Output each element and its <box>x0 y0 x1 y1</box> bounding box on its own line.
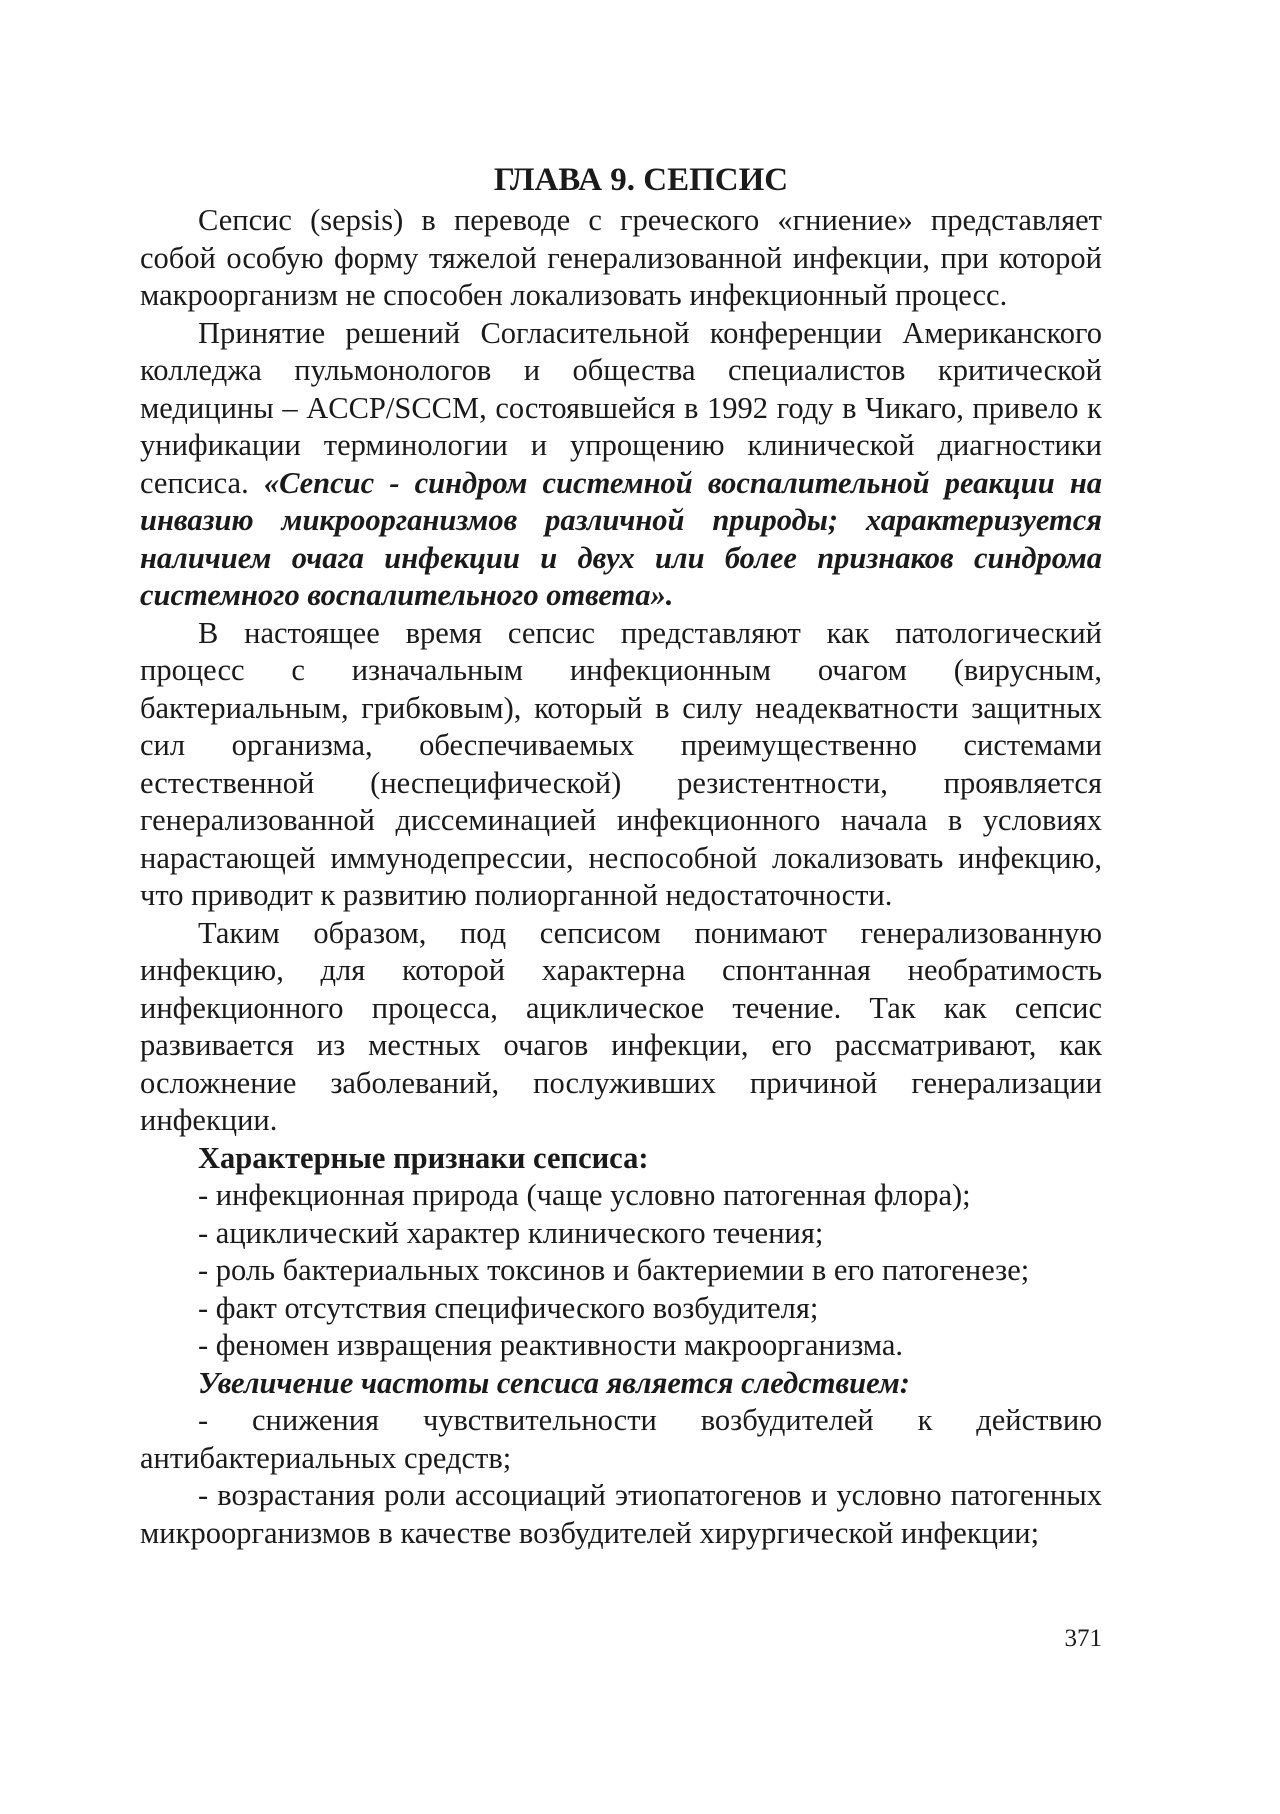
causes-heading: Увеличение частоты сепсиса является следствием: <box>198 1365 910 1400</box>
page-body <box>140 160 1102 1552</box>
page-number: 371 <box>1064 1625 1102 1652</box>
paragraph-generalized-infection: Таким образом, под сепсисом понимают генерализованную инфекцию, для которой характерна спонтанная необратимость инфекционного процесса, ациклическое течение. Так как сепсис развивается из местных очагов инфекции, его рассматривают, как осложнение заболеваний, послуживших причиной генерализации инфекции. <box>140 915 1102 1137</box>
list-item: - факт отсутствия специфического возбудителя; <box>198 1290 819 1325</box>
paragraph-definition: Сепсис (sepsis) в переводе с греческого «гниение» представляет собой особую форму тяжелой генерализованной инфекции, при которой макроорганизм не способен локализовать инфекционный процесс. <box>140 203 1102 312</box>
paragraph-current-view: В настоящее время сепсис представляют как патологический процесс с изначальным инфекционным очагом (вирусным, бактериальным, грибковым), который в силу неадекватности защитных сил организма, обеспечиваемых преимущественно системами естественной (неспецифической) резистентности, проявляется генерализованной диссеминацией инфекционного начала в условиях нарастающей иммунодепрессии, неспособной локализовать инфекцию, что приводит к развитию полиорганной недостаточности. <box>140 615 1102 912</box>
list-item: - снижения чувствительности возбудителей к действию антибактериальных средств; <box>140 1403 1102 1475</box>
chapter-title: ГЛАВА 9. СЕПСИС <box>493 162 789 198</box>
sepsis-definition-quote: «Сепсис - синдром системной воспалительной реакции на инвазию микроорганизмов различной природы; характеризуется наличием очага инфекции и двух или более признаков синдрома системного воспалительного ответа». <box>140 465 1102 612</box>
paragraph-conference <box>140 315 1102 615</box>
list-item: - феномен извращения реактивности макроорганизма. <box>198 1328 904 1362</box>
signs-heading: Характерные признаки сепсиса: <box>198 1140 649 1175</box>
paragraph-conference-text: Принятие решений Согласительной конференции Американского колледжа пульмонологов и общества специалистов критической медицины – ACCP/SCCM, состоявшейся в 1992 году в Чикаго, привело к унификации терминологии и упрощению клинической диагностики сепсиса. <box>140 315 1102 500</box>
list-item: - возрастания роли ассоциаций этиопатогенов и условно патогенных микроорганизмов в качестве возбудителей хирургической инфекции; <box>140 1478 1102 1550</box>
list-item: - ациклический характер клинического течения; <box>198 1215 824 1250</box>
list-item: - роль бактериальных токсинов и бактериемии в его патогенезе; <box>198 1253 1030 1287</box>
list-item: - инфекционная природа (чаще условно патогенная флора); <box>198 1178 971 1212</box>
